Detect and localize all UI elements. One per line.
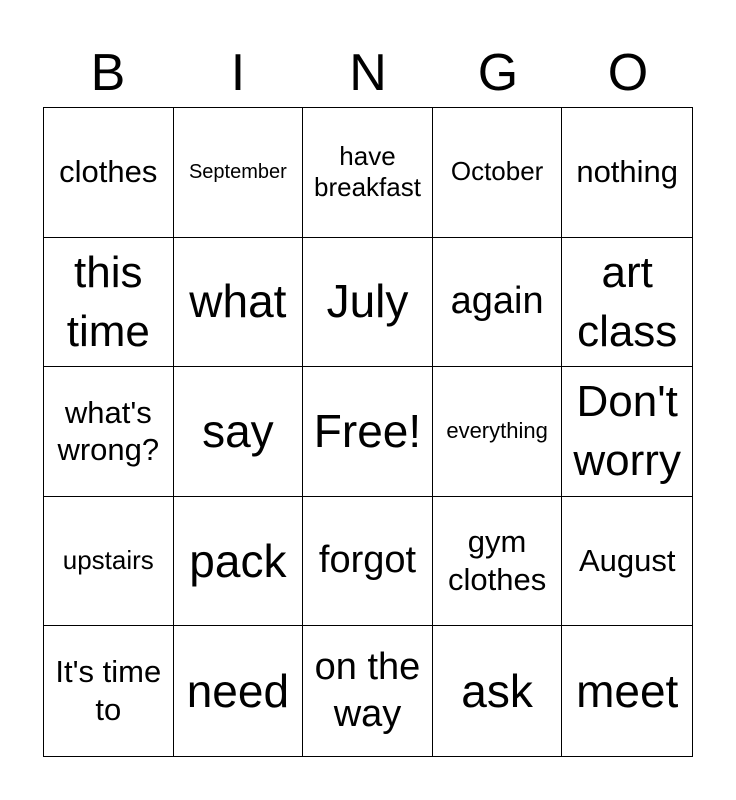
cell-text: July [326, 275, 409, 328]
cell-text: gym clothes [447, 524, 547, 598]
cell-text: August [578, 543, 676, 579]
bingo-cell[interactable] [44, 626, 174, 756]
bingo-cell[interactable] [174, 367, 304, 497]
cell-text: Free! [313, 404, 422, 457]
cell-text: nothing [576, 154, 679, 190]
bingo-cell[interactable] [433, 626, 563, 756]
cell-text: have breakfast [314, 140, 421, 203]
bingo-cell[interactable] [303, 497, 433, 627]
bingo-cell[interactable] [562, 497, 692, 627]
bingo-cell[interactable] [44, 238, 174, 368]
bingo-cell[interactable] [44, 497, 174, 627]
cell-text: again [450, 280, 544, 323]
cell-text: what [189, 275, 287, 328]
bingo-cell[interactable] [303, 238, 433, 368]
cell-text: It's time to [55, 654, 162, 728]
cell-text: upstairs [62, 545, 154, 576]
header-letter-n: N [349, 44, 387, 102]
header-letter-i: I [230, 44, 246, 102]
cell-text: need [186, 664, 290, 717]
bingo-cell[interactable] [433, 367, 563, 497]
cell-text: forgot [318, 539, 417, 582]
cell-text: Don't worry [573, 377, 681, 486]
bingo-cell[interactable] [433, 238, 563, 368]
bingo-cell[interactable] [433, 497, 563, 627]
bingo-cell[interactable] [433, 108, 563, 238]
bingo-header [43, 40, 693, 106]
bingo-cell[interactable] [44, 367, 174, 497]
bingo-cell[interactable] [174, 108, 304, 238]
bingo-board [43, 107, 693, 757]
bingo-cell[interactable] [174, 497, 304, 627]
cell-text: October [450, 156, 544, 187]
cell-text: what's wrong? [57, 394, 160, 468]
cell-text: art class [577, 247, 678, 356]
cell-text: meet [576, 664, 679, 717]
cell-text: pack [189, 534, 287, 587]
bingo-cell[interactable] [303, 626, 433, 756]
bingo-cell[interactable] [562, 626, 692, 756]
bingo-cell[interactable] [303, 108, 433, 238]
bingo-cell[interactable] [303, 367, 433, 497]
cell-text: this time [66, 247, 150, 356]
cell-text: clothes [59, 154, 158, 190]
bingo-cell[interactable] [44, 108, 174, 238]
cell-text: say [202, 404, 274, 457]
bingo-cell[interactable] [174, 626, 304, 756]
header-letter-b: B [90, 44, 126, 102]
header-letter-g: G [477, 44, 519, 102]
cell-text: on the way [314, 645, 421, 736]
cell-text: everything [446, 418, 548, 444]
header-letter-o: O [607, 44, 649, 102]
bingo-cell[interactable] [562, 367, 692, 497]
bingo-cell[interactable] [562, 108, 692, 238]
cell-text: ask [461, 664, 533, 717]
bingo-cell[interactable] [174, 238, 304, 368]
bingo-cell[interactable] [562, 238, 692, 368]
cell-text: September [188, 160, 287, 183]
